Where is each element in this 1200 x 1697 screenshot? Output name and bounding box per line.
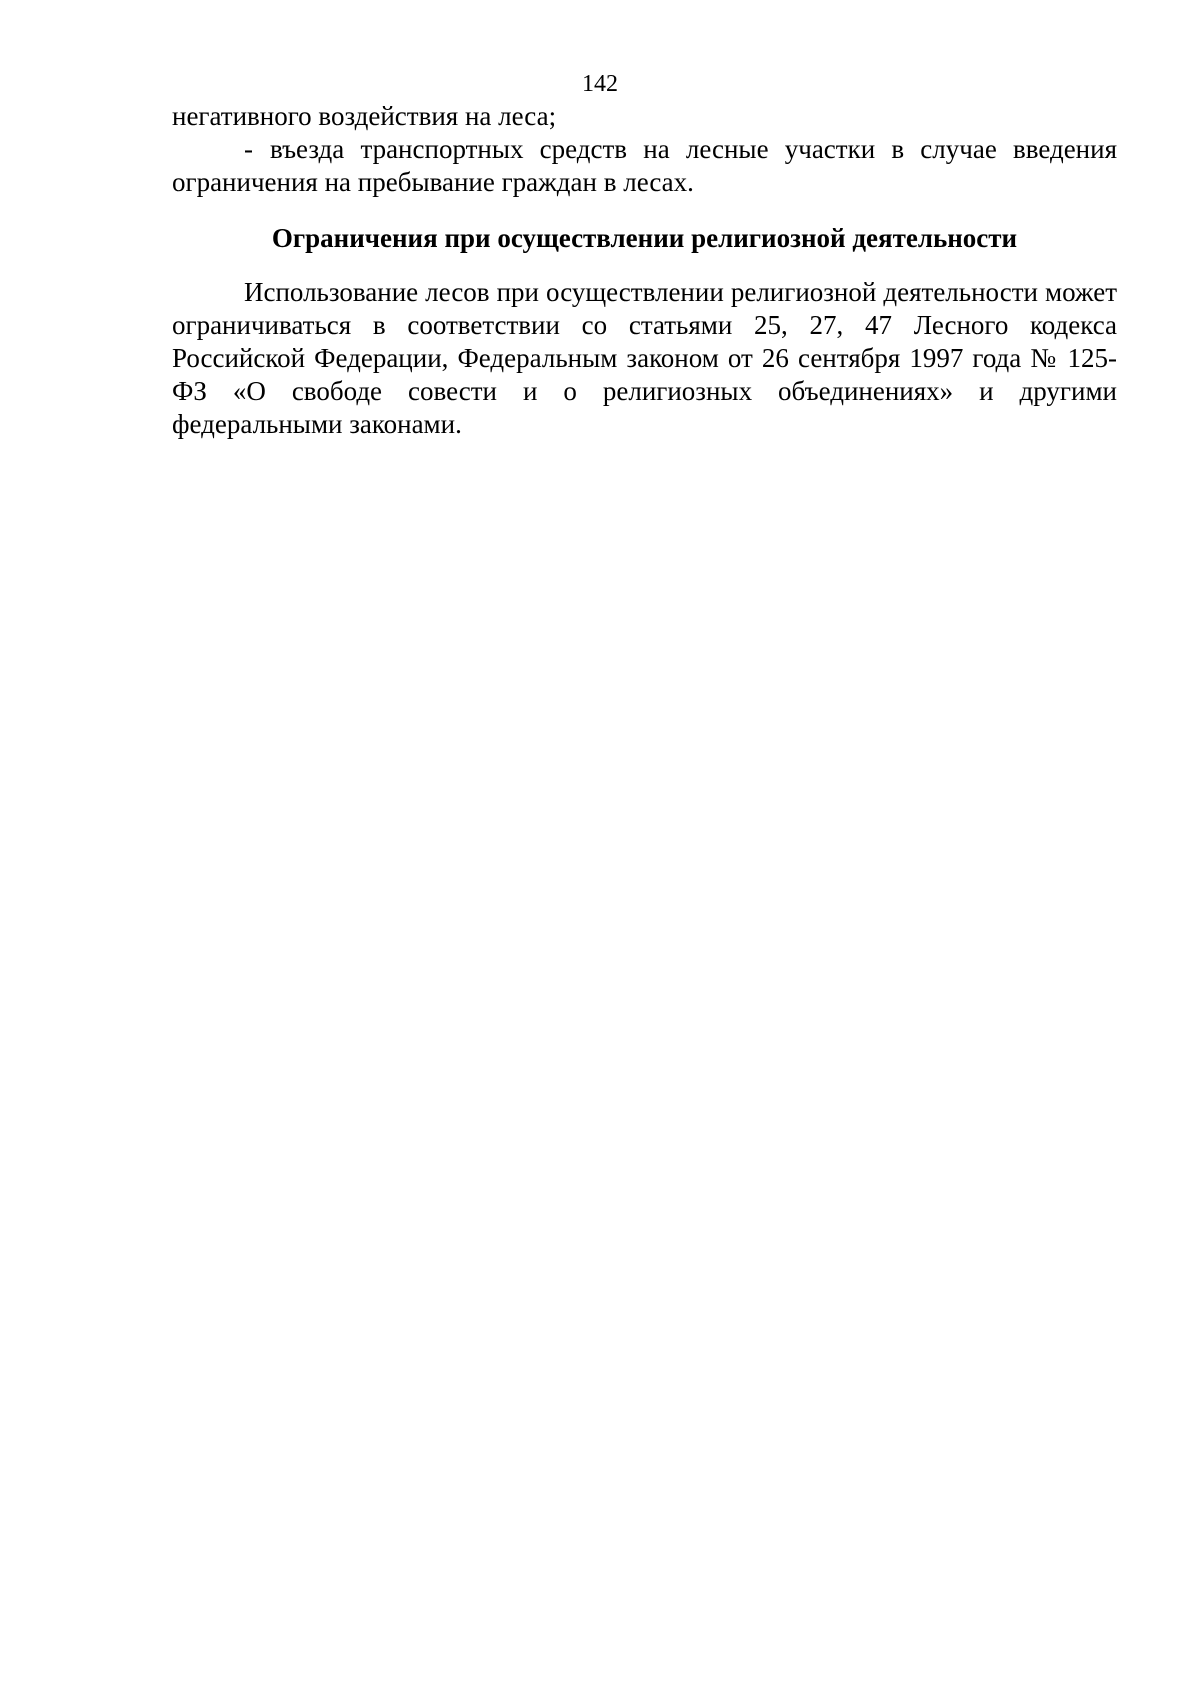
section-heading: Ограничения при осуществлении религиозной деятельности	[271, 223, 1018, 253]
bullet-marker: -	[244, 134, 253, 164]
document-body	[172, 100, 1117, 441]
bullet-text: въезда транспортных средств на лесные участки в случае введения ограничения на пребывание граждан в лесах.	[172, 134, 1117, 197]
paragraph-continuation: негативного воздействия на леса;	[172, 101, 557, 131]
section-paragraph: Использование лесов при осуществлении религиозной деятельности может ограничиваться в соответствии со статьями 25, 27, 47 Лесного кодекса Российской Федерации, Федеральным законом от 26 сентября 1997 года № 125-ФЗ «О свободе совести и о религиозных объединениях» и другими федеральными законами.	[172, 277, 1117, 439]
bullet-item	[172, 133, 1117, 199]
page-number: 142	[582, 71, 618, 97]
